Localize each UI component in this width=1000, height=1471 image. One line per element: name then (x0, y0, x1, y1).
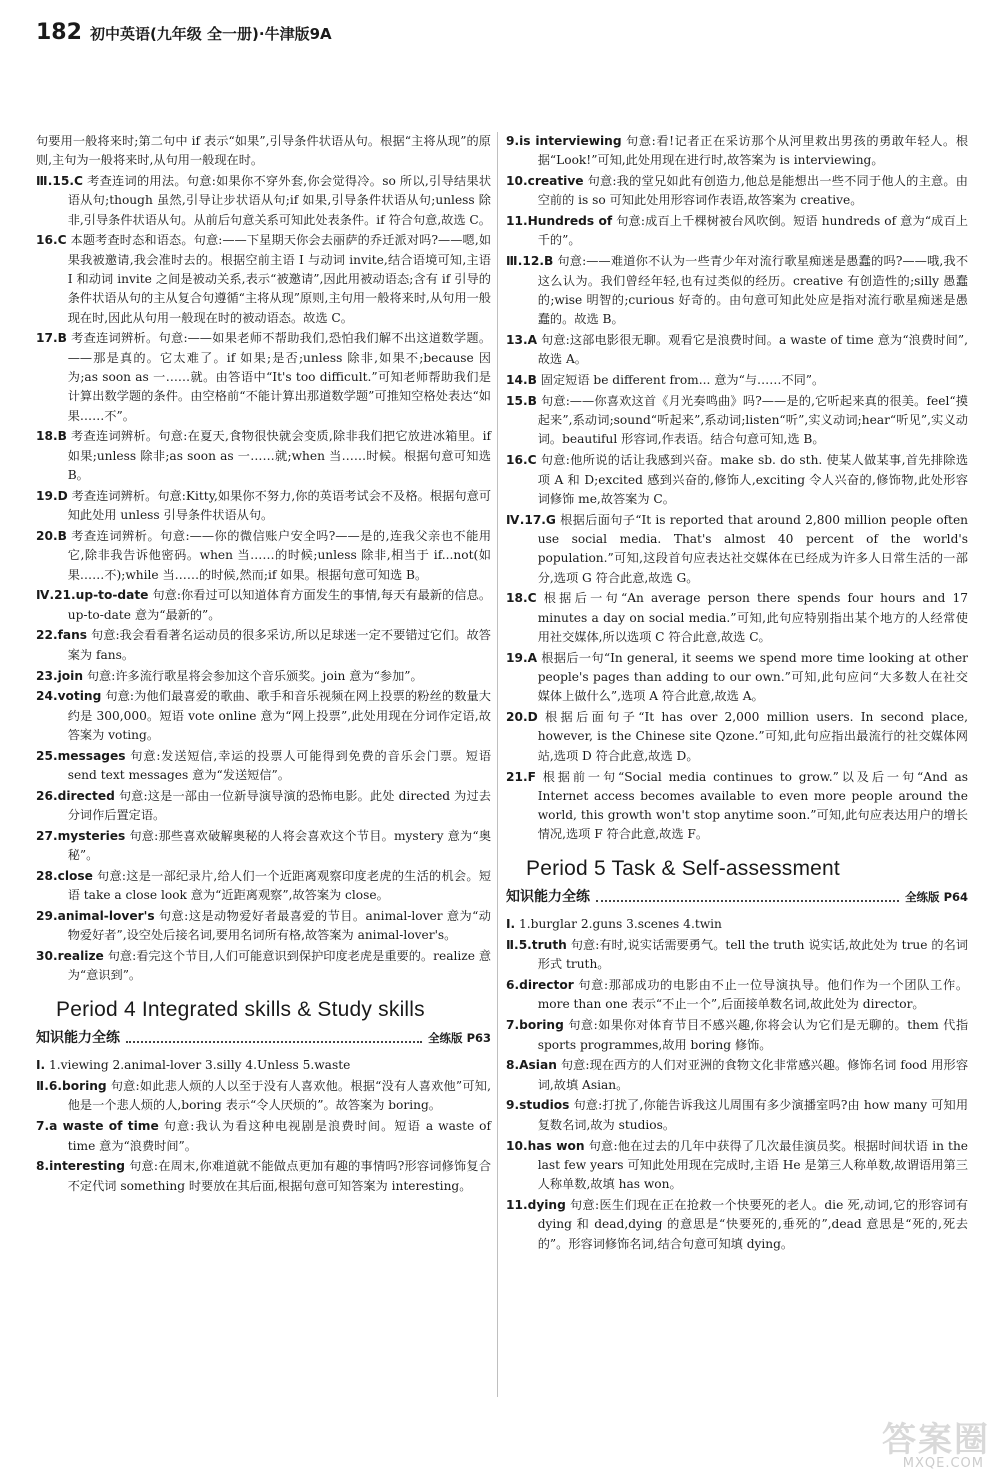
period4-ref: 全练版 P63 (428, 1031, 491, 1046)
answer-item (36, 329, 491, 425)
answer-number: 13.A (506, 332, 538, 347)
dotted-leader (126, 1041, 422, 1043)
dotted-leader (596, 900, 899, 902)
answer-number: 19.A (506, 650, 538, 665)
answer-explanation: 根据后面句子“It has over 2,000 million users. In second place, however, is the Chinese site Qzone.”可知,此句应指出最流行的社交媒体网站,选项 D 符合此意,故选 D。 (537, 710, 968, 763)
answer-explanation: 考查连词辨析。句意:——你的微信账户安全吗?——是的,连我父亲也不能用它,除非我告诉他密码。when 当……的时候;unless 除非,相当于 if...not(如果……不);while 当……的时候,然而;if 如果。根据句意可知选 B。 (67, 528, 492, 582)
answer-number: 29.animal-lover's (36, 909, 155, 924)
answer-explanation: 根据后一句“In general, it seems we spend more time looking at other people's pages than adding to our own.”可知,此句应问“大多数人在社交媒体上做什么”,选项 A 符合此意,故选 A。 (537, 650, 969, 704)
answer-explanation: 根据前一句“Social media continues to grow.”以及后一句“And as Internet access becomes available to even more people around the world, this growth won't stop anytime soon.”可知,此句应表达用户的增长情况,选项 F 符合此意,故选 F。 (537, 769, 968, 842)
answer-explanation: 句意:你看过可以知道体育方面发生的事情,每天有最新的信息。up-to-date 意为“最新的”。 (67, 588, 492, 622)
answer-number: 18.B (36, 429, 67, 444)
answer-item (506, 915, 968, 934)
answer-number: Ⅳ.17.G (506, 512, 556, 527)
page-number: 182 (36, 20, 82, 45)
answer-number: 20.D (506, 710, 538, 725)
answer-explanation: 固定短语 be different from... 意为“与……不同”。 (540, 373, 825, 388)
answer-explanation: 句意:看!记者正在采访那个从河里救出男孩的勇敢年轻人。根据“Look!”可知,此处用现在进行时,故答案为 is interviewing。 (537, 134, 969, 168)
answer-number: 16.C (36, 233, 67, 248)
answer-explanation: 句意:许多流行歌星将会参加这个音乐颁奖。join 意为“参加”。 (86, 668, 423, 683)
answer-explanation: 句意:在周末,你难道就不能做点更加有趣的事情吗?形容词修饰复合不定代词 something 时要放在其后面,根据句意可知答案为 interesting。 (67, 1159, 492, 1193)
answer-item (506, 1016, 968, 1055)
answer-explanation: 句意:如此悲人烦的人以至于没有人喜欢他。根据“没有人喜欢他”可知,他是一个悲人烦的人,boring 表示“令人厌烦的”。故答案为 boring。 (67, 1079, 491, 1113)
period4-title: Period 4 Integrated skills & Study skills (56, 997, 425, 1021)
book-title: 初中英语(九年级 全一册)·牛津版9A (89, 25, 332, 43)
left-column (36, 132, 491, 1197)
answer-number: 7.boring (506, 1018, 564, 1033)
answer-item (506, 371, 968, 390)
answer-explanation: 句意:看完这个节目,人们可能意识到保护印度老虎是重要的。realize 意为“意识到”。 (67, 949, 492, 983)
answer-number: 6.director (506, 978, 574, 993)
answer-item (506, 252, 968, 329)
answer-number: Ⅲ.15.C (36, 174, 83, 189)
answer-item (506, 212, 968, 251)
answer-explanation: 句要用一般将来时;第二句中 if 表示“如果”,引导条件状语从句。根据“主将从现”的原则,主句为一般将来时,从句用一般现在时。 (36, 134, 491, 168)
answer-explanation: 句意:他在过去的几年中获得了几次最佳演员奖。根据时间状语 in the last few years 可知此处用现在完成时,主语 He 是第三人称单数,故谓语用第三人称单数,故填 has won。 (537, 1138, 969, 1192)
answer-item (36, 787, 491, 826)
answer-number: 10.has won (506, 1138, 585, 1153)
right-column (506, 132, 968, 1255)
answer-number: 18.C (506, 591, 537, 606)
answer-number: 23.join (36, 668, 83, 683)
answer-item (36, 1077, 491, 1116)
answer-explanation: 句意:我的堂兄如此有创造力,他总是能想出一些不同于他人的主意。由空前的 is so 可知此处用形容词作表语,故答案为 creative。 (537, 174, 968, 208)
answer-item (506, 392, 968, 450)
answer-number: 28.close (36, 868, 93, 883)
answer-number: Ⅰ. (36, 1058, 46, 1073)
answer-list-left (36, 132, 491, 986)
page-header (36, 20, 332, 54)
answer-explanation: 考查连词的用法。句意:如果你不穿外套,你会觉得冷。so 所以,引导结果状语从句;though 虽然,引导让步状语从句;if 如果,引导条件状语从句;unless 除非,引导条件状语从句。从前后句意关系可知此处表条件。if 符合句意,故选 C。 (67, 174, 492, 227)
column-divider (497, 132, 498, 1397)
answer-explanation: 句意:发送短信,幸运的投票人可能得到免费的音乐会门票。短语 send text messages 意为“发送短信”。 (67, 748, 492, 782)
answer-item (36, 667, 491, 686)
answer-explanation: 句意:他所说的话让我感到兴奋。make sb. do sth. 使某人做某事,首先排除选项 A 和 D;excited 感到兴奋的,修饰人,exciting 令人兴奋的,修饰物,此处形容词修饰 me,故答案为 C。 (537, 453, 969, 506)
answer-number: 21.F (506, 769, 536, 784)
answer-explanation: 1.burglar 2.guns 3.scenes 4.twin (519, 917, 722, 932)
answer-item (506, 451, 968, 509)
watermark-url: MXQE.COM (902, 1456, 984, 1471)
answer-item (36, 231, 491, 327)
answer-number: 8.Asian (506, 1058, 557, 1073)
answer-explanation: 句意:——你喜欢这首《月光奏鸣曲》吗?——是的,它听起来真的很美。feel“摸起来”,系动词;sound“听起来”,系动词;listen“听”,实义动词;hear“听见”,实义动词。beautiful 形容词,作表语。结合句意可知,选 B。 (537, 393, 968, 447)
answer-item (36, 1157, 491, 1196)
answer-item (506, 172, 968, 211)
answer-item (36, 687, 491, 745)
answer-item (506, 936, 968, 975)
answer-explanation: 句意:为他们最喜爱的歌曲、歌手和音乐视频在网上投票的粉丝的数量大约是 300,000。短语 vote online 意为“网上投票”,此处用现在分词作定语,故答案为 voting。 (67, 689, 491, 742)
answer-number: Ⅰ. (506, 917, 516, 932)
answer-item (36, 172, 491, 230)
period5-skill-label: 知识能力全练 (506, 888, 590, 905)
answer-item (36, 626, 491, 665)
answer-item (506, 976, 968, 1015)
answer-number: 9.studios (506, 1098, 570, 1113)
answer-explanation: 考查连词辨析。句意:Kitty,如果你不努力,你的英语考试会不及格。根据句意可知此处用 unless 引导条件状语从句。 (67, 488, 492, 523)
answer-item (506, 708, 968, 766)
period5-skill-bar (506, 888, 968, 907)
answer-item (36, 586, 491, 625)
answer-item (506, 589, 968, 647)
answer-explanation: 句意:那部成功的电影由不止一位导演执导。他们作为一个团队工作。more than one 表示“不止一个”,后面接单数名词,故此处为 director。 (537, 978, 969, 1012)
answer-item (36, 487, 491, 526)
answer-number: Ⅱ.6.boring (36, 1079, 107, 1094)
answer-item (506, 1056, 968, 1095)
answer-explanation: 本题考查时态和语态。句意:——下星期天你会去丽萨的乔迁派对吗?——嗯,如果我被邀请,我会准时去的。根据空前主语 I 与动词 invite,结合语境可知,主语 I 和动词 invite 之间是被动关系,表示“被邀请”,因此用被动语态;含有 if 引导的条件状语从句的主从复合句遵循“主将从现”原则,主句用一般将来时,从句用一般现在时,因此从句用一般现在时的被动语态。故选 C。 (67, 233, 492, 325)
answer-explanation: 句意:那些喜欢破解奥秘的人将会喜欢这个节目。mystery 意为“奥秘”。 (67, 828, 492, 863)
answer-explanation: 根据后一句“An average person there spends four hours and 17 minutes a day on social media.”可知,此句应特别指出某个地方的人经常使用社交媒体,所以选项 C 符合此意,故选 C。 (537, 591, 968, 644)
answer-number: 24.voting (36, 689, 102, 704)
answer-item (506, 1196, 968, 1254)
answer-number: 16.C (506, 453, 537, 468)
answer-list-right (506, 132, 968, 845)
answer-number: 19.D (36, 488, 68, 503)
answer-explanation: 1.viewing 2.animal-lover 3.silly 4.Unless 5.waste (49, 1058, 351, 1073)
answer-explanation: 根据后面句子“It is reported that around 2,800 million people often use social media. That's almost 40 percent of the world's population.”可知,这段首句应表达社交媒体在已经成为许多人日常生活的一部分,选项 G 符合此意,故选 G。 (537, 512, 969, 585)
period5-title: Period 5 Task & Self-assessment (526, 856, 840, 880)
answer-number: 22.fans (36, 628, 88, 643)
period5-ref: 全练版 P64 (905, 889, 968, 904)
answer-explanation: 句意:这部电影很无聊。观看它是浪费时间。a waste of time 意为“浪费时间”,故选 A。 (537, 332, 969, 367)
answer-number: 7.a waste of time (36, 1119, 159, 1134)
answer-item (506, 1137, 968, 1195)
answer-explanation: 句意:医生们现在正在抢救一个快要死的老人。die 死,动词,它的形容词有 dying 和 dead,dying 的意思是“快要死的,垂死的”,dead 意思是“死的,死去的”。形容词修饰名词,结合句意可知填 dying。 (537, 1197, 969, 1251)
answer-number: 15.B (506, 393, 537, 408)
answer-item (506, 511, 968, 588)
answer-explanation: 句意:这是动物爱好者最喜爱的节目。animal-lover 意为“动物爱好者”,设空处后接名词,要用名词所有格,故答案为 animal-lover's。 (67, 909, 491, 943)
answer-item (36, 907, 491, 946)
answer-item (506, 1096, 968, 1135)
answer-item (36, 132, 491, 171)
answer-number: Ⅳ.21.up-to-date (36, 588, 149, 603)
answer-number: 8.interesting (36, 1159, 125, 1174)
answer-item (506, 649, 968, 707)
answer-item (506, 132, 968, 171)
answer-item (506, 768, 968, 845)
period4-skill-label: 知识能力全练 (36, 1030, 120, 1047)
answer-number: 25.messages (36, 748, 126, 763)
answer-item (36, 947, 491, 986)
answer-explanation: 句意:如果你对体育节目不感兴趣,你将会认为它们是无聊的。them 代指 sports programmes,故用 boring 修饰。 (537, 1018, 969, 1052)
period4-skill-bar (36, 1029, 491, 1048)
answer-explanation: 句意:这是一部纪录片,给人们一个近距离观察印度老虎的生活的机会。短语 take a close look 意为“近距离观察”,故答案为 close。 (67, 868, 492, 903)
answer-explanation: 考查连词辨析。句意:——如果老师不帮助我们,恐怕我们解不出这道数学题。——那是真的。它太难了。if 如果;是否;unless 除非,如果不;because 因为;as soon as 一……就。由答语中“It's too difficult.”可知老师帮助我们是计算出数学题的条件。由空格前“不能计算出那道数学题”可推知空格处表达“如果……不”。 (67, 331, 492, 423)
period4-answer-list (36, 1056, 491, 1196)
answer-number: 26.directed (36, 788, 115, 803)
answer-number: 20.B (36, 528, 67, 543)
answer-explanation: 句意:有时,说实话需要勇气。tell the truth 说实话,故此处为 true 的名词形式 truth。 (537, 938, 969, 972)
answer-number: 11.Hundreds of (506, 214, 613, 229)
answer-explanation: 句意:成百上千棵树被台风吹倒。短语 hundreds of 意为“成百上千的”。 (537, 214, 968, 248)
answer-item (506, 331, 968, 370)
answer-explanation: 考查连词辨析。句意:在夏天,食物很快就会变质,除非我们把它放进冰箱里。if 如果;unless 除非;as soon as 一……就;when 当……时候。根据句意可知选 B。 (67, 429, 492, 483)
answer-item (36, 427, 491, 485)
answer-number: 17.B (36, 331, 67, 346)
answer-item (36, 527, 491, 585)
answer-explanation: 句意:——难道你不认为一些青少年对流行歌星痴迷是愚蠢的吗?——哦,我不这么认为。我们曾经年轻,也有过类似的经历。creative 有创造性的;silly 愚蠢的;wise 明智的;curious 好奇的。由句意可知此处应是指对流行歌星痴迷是愚蠢的。故选 B。 (537, 254, 969, 327)
answer-number: 27.mysteries (36, 828, 126, 843)
answer-number: Ⅱ.5.truth (506, 938, 567, 953)
period5-answer-list (506, 915, 968, 1254)
answer-explanation: 句意:打扰了,你能告诉我这儿周围有多少演播室吗?由 how many 可知用复数名词,故为 studios。 (537, 1098, 969, 1132)
answer-number: 14.B (506, 373, 537, 388)
answer-explanation: 句意:我认为看这种电视剧是浪费时间。短语 a waste of time 意为“浪费时间”。 (67, 1119, 491, 1153)
answer-item (36, 747, 491, 786)
answer-explanation: 句意:这是一部由一位新导演导演的恐怖电影。此处 directed 为过去分词作后置定语。 (67, 788, 491, 823)
answer-item (36, 1056, 491, 1075)
answer-number: 30.realize (36, 949, 104, 964)
answer-item (36, 867, 491, 906)
answer-explanation: 句意:现在西方的人们对亚洲的食物文化非常感兴趣。修饰名词 food 用形容词,故填 Asian。 (537, 1058, 969, 1092)
answer-number: 11.dying (506, 1197, 566, 1212)
answer-explanation: 句意:我会看看著名运动员的很多采访,所以足球迷一定不要错过它们。故答案为 fans。 (67, 628, 491, 662)
answer-item (36, 1117, 491, 1156)
watermark-logo: 答案圈 (882, 1420, 990, 1460)
answer-number: 10.creative (506, 174, 584, 189)
answer-number: 9.is interviewing (506, 134, 622, 148)
answer-number: Ⅲ.12.B (506, 254, 554, 269)
answer-item (36, 827, 491, 866)
